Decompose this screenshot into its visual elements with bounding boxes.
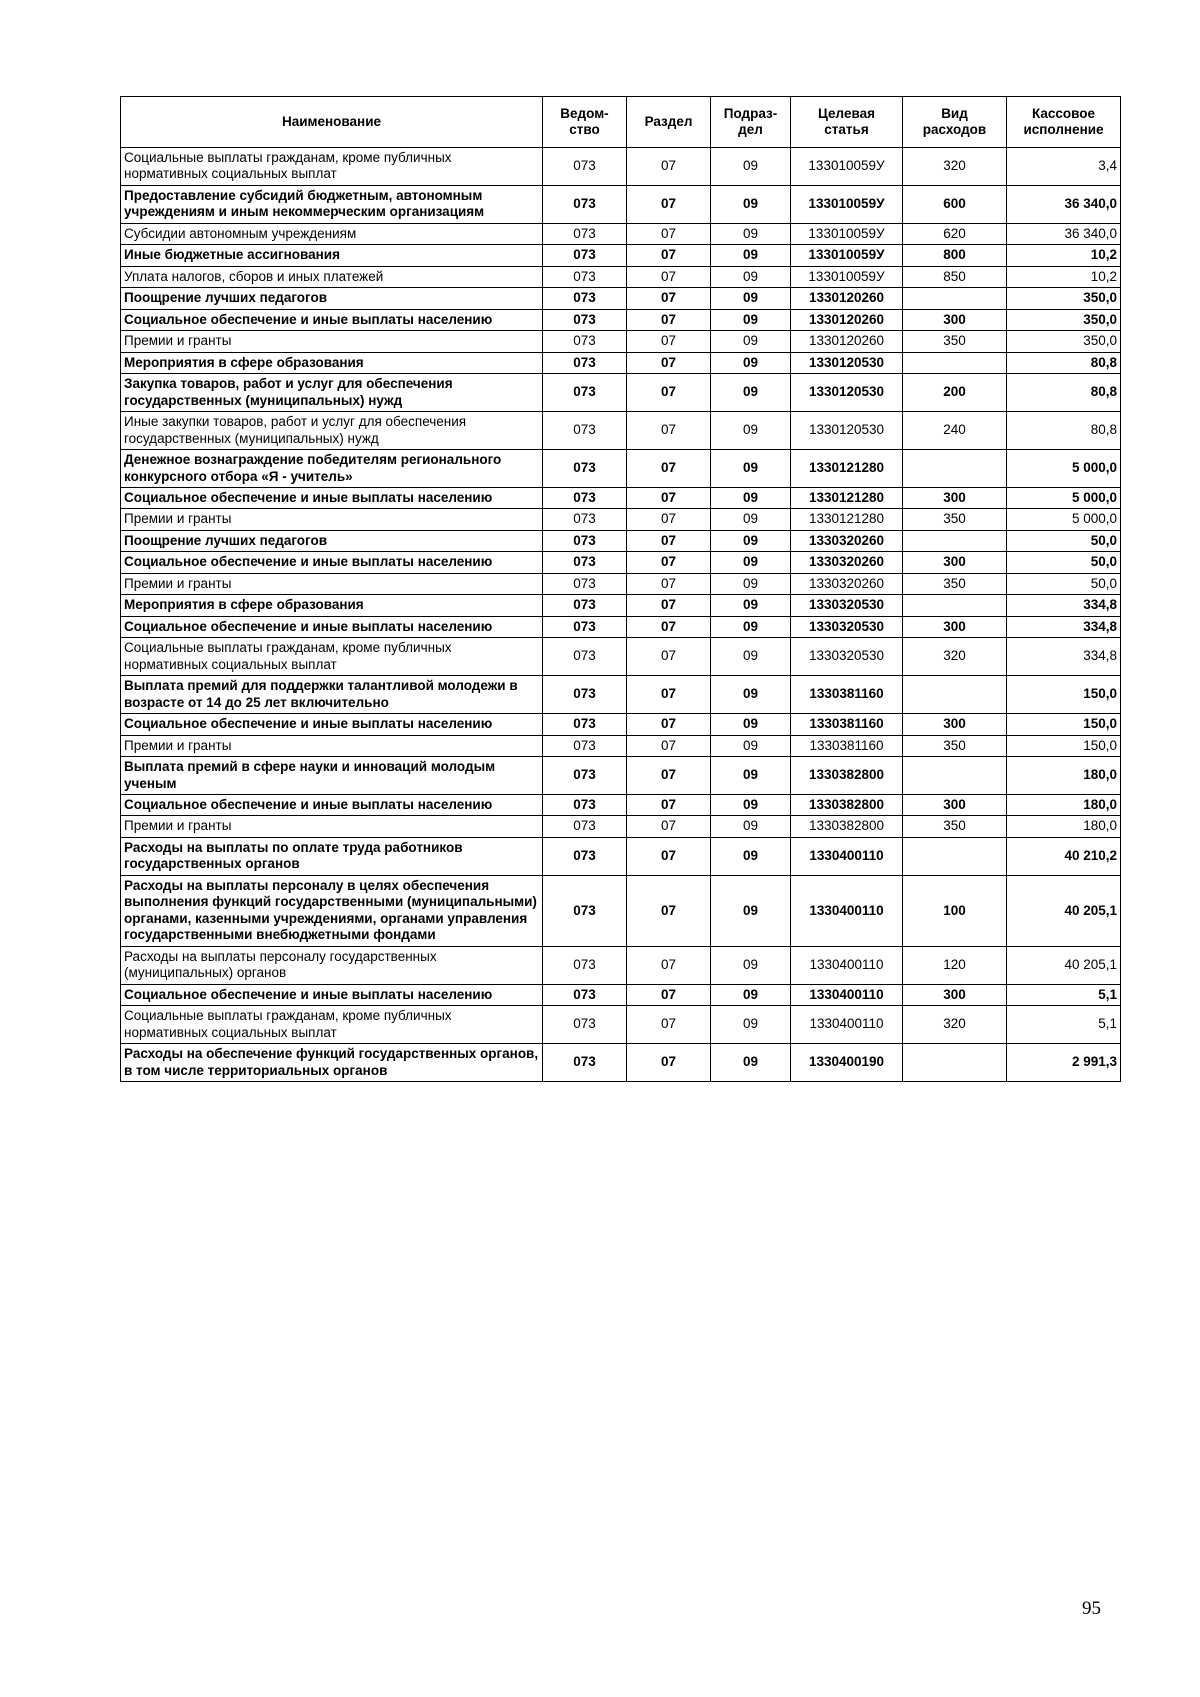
cell-type: 300 (903, 309, 1007, 330)
cell-name: Мероприятия в сфере образования (121, 595, 543, 616)
cell-amount: 150,0 (1007, 676, 1121, 714)
cell-target: 1330120530 (791, 352, 903, 373)
cell-name: Социальные выплаты гражданам, кроме публичных нормативных социальных выплат (121, 148, 543, 186)
cell-dept: 073 (543, 450, 627, 488)
cell-type (903, 352, 1007, 373)
cell-subsection: 09 (711, 757, 791, 795)
cell-target: 1330400190 (791, 1044, 903, 1082)
cell-subsection: 09 (711, 616, 791, 637)
header-type: Вид расходов (903, 97, 1007, 148)
cell-section: 07 (627, 487, 711, 508)
table-row (121, 509, 1121, 530)
cell-target: 1330382800 (791, 757, 903, 795)
cell-subsection: 09 (711, 223, 791, 244)
cell-amount: 36 340,0 (1007, 223, 1121, 244)
cell-dept: 073 (543, 757, 627, 795)
cell-name: Расходы на выплаты по оплате труда работников государственных органов (121, 837, 543, 875)
table-row (121, 374, 1121, 412)
header-subsection: Подраз- дел (711, 97, 791, 148)
cell-section: 07 (627, 552, 711, 573)
table-row (121, 616, 1121, 637)
cell-dept: 073 (543, 266, 627, 287)
table-row (121, 148, 1121, 186)
cell-section: 07 (627, 757, 711, 795)
cell-dept: 073 (543, 245, 627, 266)
table-row (121, 757, 1121, 795)
cell-subsection: 09 (711, 412, 791, 450)
cell-section: 07 (627, 148, 711, 186)
table-row (121, 288, 1121, 309)
cell-subsection: 09 (711, 816, 791, 837)
cell-section: 07 (627, 309, 711, 330)
cell-type: 120 (903, 946, 1007, 984)
cell-dept: 073 (543, 412, 627, 450)
cell-name: Социальные выплаты гражданам, кроме публичных нормативных социальных выплат (121, 1006, 543, 1044)
cell-amount: 180,0 (1007, 795, 1121, 816)
cell-subsection: 09 (711, 530, 791, 551)
cell-target: 1330320260 (791, 530, 903, 551)
cell-type: 350 (903, 573, 1007, 594)
cell-target: 133010059У (791, 223, 903, 244)
cell-subsection: 09 (711, 595, 791, 616)
cell-target: 1330320530 (791, 638, 903, 676)
cell-name: Социальные выплаты гражданам, кроме публичных нормативных социальных выплат (121, 638, 543, 676)
cell-type: 350 (903, 331, 1007, 352)
cell-name: Социальное обеспечение и иные выплаты населению (121, 487, 543, 508)
cell-section: 07 (627, 816, 711, 837)
cell-type: 350 (903, 509, 1007, 530)
cell-name: Предоставление субсидий бюджетным, автономным учреждениям и иным некоммерческим организациям (121, 185, 543, 223)
cell-type (903, 757, 1007, 795)
table-row (121, 450, 1121, 488)
cell-name: Мероприятия в сфере образования (121, 352, 543, 373)
cell-subsection: 09 (711, 946, 791, 984)
table-row (121, 595, 1121, 616)
cell-target: 1330400110 (791, 1006, 903, 1044)
cell-subsection: 09 (711, 331, 791, 352)
cell-section: 07 (627, 875, 711, 946)
cell-target: 1330400110 (791, 875, 903, 946)
cell-amount: 50,0 (1007, 552, 1121, 573)
cell-subsection: 09 (711, 148, 791, 186)
cell-amount: 80,8 (1007, 412, 1121, 450)
cell-amount: 150,0 (1007, 714, 1121, 735)
cell-dept: 073 (543, 595, 627, 616)
cell-dept: 073 (543, 552, 627, 573)
cell-amount: 2 991,3 (1007, 1044, 1121, 1082)
cell-subsection: 09 (711, 245, 791, 266)
cell-target: 1330121280 (791, 487, 903, 508)
cell-amount: 180,0 (1007, 757, 1121, 795)
cell-section: 07 (627, 374, 711, 412)
cell-subsection: 09 (711, 984, 791, 1005)
cell-section: 07 (627, 837, 711, 875)
cell-amount: 334,8 (1007, 595, 1121, 616)
cell-name: Денежное вознаграждение победителям регионального конкурсного отбора «Я - учитель» (121, 450, 543, 488)
cell-subsection: 09 (711, 714, 791, 735)
cell-dept: 073 (543, 714, 627, 735)
cell-name: Субсидии автономным учреждениям (121, 223, 543, 244)
table-body (121, 148, 1121, 1082)
cell-amount: 5 000,0 (1007, 509, 1121, 530)
table-row (121, 530, 1121, 551)
cell-dept: 073 (543, 946, 627, 984)
cell-section: 07 (627, 616, 711, 637)
cell-type: 620 (903, 223, 1007, 244)
cell-name: Премии и гранты (121, 573, 543, 594)
cell-amount: 180,0 (1007, 816, 1121, 837)
table-row (121, 816, 1121, 837)
cell-name: Социальное обеспечение и иные выплаты населению (121, 714, 543, 735)
cell-type: 350 (903, 735, 1007, 756)
cell-target: 133010059У (791, 185, 903, 223)
header-section: Раздел (627, 97, 711, 148)
cell-type: 850 (903, 266, 1007, 287)
cell-section: 07 (627, 266, 711, 287)
cell-name: Закупка товаров, работ и услуг для обеспечения государственных (муниципальных) нужд (121, 374, 543, 412)
cell-type: 200 (903, 374, 1007, 412)
cell-name: Социальное обеспечение и иные выплаты населению (121, 309, 543, 330)
cell-name: Социальное обеспечение и иные выплаты населению (121, 616, 543, 637)
header-dept: Ведом- ство (543, 97, 627, 148)
table-row (121, 223, 1121, 244)
cell-subsection: 09 (711, 185, 791, 223)
cell-amount: 80,8 (1007, 374, 1121, 412)
cell-subsection: 09 (711, 795, 791, 816)
cell-subsection: 09 (711, 837, 791, 875)
cell-section: 07 (627, 676, 711, 714)
cell-amount: 40 210,2 (1007, 837, 1121, 875)
cell-type: 600 (903, 185, 1007, 223)
cell-subsection: 09 (711, 552, 791, 573)
cell-name: Расходы на обеспечение функций государственных органов, в том числе территориальных органов (121, 1044, 543, 1082)
cell-amount: 334,8 (1007, 638, 1121, 676)
cell-target: 1330400110 (791, 984, 903, 1005)
cell-dept: 073 (543, 530, 627, 551)
cell-section: 07 (627, 1044, 711, 1082)
cell-dept: 073 (543, 185, 627, 223)
cell-target: 1330120260 (791, 309, 903, 330)
cell-section: 07 (627, 573, 711, 594)
cell-type: 300 (903, 795, 1007, 816)
cell-subsection: 09 (711, 509, 791, 530)
table-row (121, 352, 1121, 373)
cell-dept: 073 (543, 331, 627, 352)
cell-name: Поощрение лучших педагогов (121, 288, 543, 309)
budget-table (120, 96, 1121, 1082)
cell-target: 1330381160 (791, 714, 903, 735)
cell-subsection: 09 (711, 288, 791, 309)
table-row (121, 735, 1121, 756)
cell-type: 320 (903, 638, 1007, 676)
table-row (121, 331, 1121, 352)
cell-name: Социальное обеспечение и иные выплаты населению (121, 552, 543, 573)
cell-amount: 10,2 (1007, 266, 1121, 287)
cell-section: 07 (627, 714, 711, 735)
header-target: Целевая статья (791, 97, 903, 148)
cell-dept: 073 (543, 837, 627, 875)
cell-amount: 5,1 (1007, 984, 1121, 1005)
header-row (121, 97, 1121, 148)
cell-name: Социальное обеспечение и иные выплаты населению (121, 984, 543, 1005)
cell-subsection: 09 (711, 1006, 791, 1044)
table-row (121, 638, 1121, 676)
cell-name: Премии и гранты (121, 816, 543, 837)
table-row (121, 245, 1121, 266)
cell-target: 1330121280 (791, 509, 903, 530)
cell-section: 07 (627, 331, 711, 352)
cell-name: Иные закупки товаров, работ и услуг для обеспечения государственных (муниципальных) нужд (121, 412, 543, 450)
cell-dept: 073 (543, 509, 627, 530)
cell-name: Выплата премий для поддержки талантливой молодежи в возрасте от 14 до 25 лет включительно (121, 676, 543, 714)
cell-target: 133010059У (791, 148, 903, 186)
cell-amount: 50,0 (1007, 573, 1121, 594)
cell-type (903, 450, 1007, 488)
cell-section: 07 (627, 946, 711, 984)
cell-dept: 073 (543, 487, 627, 508)
cell-target: 1330381160 (791, 676, 903, 714)
cell-amount: 10,2 (1007, 245, 1121, 266)
header-name: Наименование (121, 97, 543, 148)
cell-type: 300 (903, 984, 1007, 1005)
cell-subsection: 09 (711, 450, 791, 488)
cell-target: 1330381160 (791, 735, 903, 756)
table-row (121, 795, 1121, 816)
cell-type: 300 (903, 616, 1007, 637)
cell-section: 07 (627, 984, 711, 1005)
cell-type: 320 (903, 1006, 1007, 1044)
cell-section: 07 (627, 223, 711, 244)
cell-section: 07 (627, 530, 711, 551)
cell-type (903, 595, 1007, 616)
cell-type: 300 (903, 714, 1007, 735)
table-row (121, 676, 1121, 714)
cell-target: 1330320530 (791, 595, 903, 616)
cell-name: Расходы на выплаты персоналу в целях обеспечения выполнения функций государственными (муниципальными) органами, казенными учреждениями, органами управления государственными внебюджетными фондами (121, 875, 543, 946)
cell-subsection: 09 (711, 638, 791, 676)
cell-type (903, 1044, 1007, 1082)
cell-type (903, 288, 1007, 309)
table-header (121, 97, 1121, 148)
cell-dept: 073 (543, 1044, 627, 1082)
table-row (121, 875, 1121, 946)
cell-dept: 073 (543, 573, 627, 594)
table-row (121, 714, 1121, 735)
cell-subsection: 09 (711, 735, 791, 756)
table-row (121, 552, 1121, 573)
cell-name: Поощрение лучших педагогов (121, 530, 543, 551)
table-row (121, 573, 1121, 594)
cell-type: 800 (903, 245, 1007, 266)
cell-dept: 073 (543, 795, 627, 816)
cell-subsection: 09 (711, 487, 791, 508)
cell-target: 133010059У (791, 266, 903, 287)
cell-section: 07 (627, 185, 711, 223)
cell-section: 07 (627, 638, 711, 676)
cell-section: 07 (627, 450, 711, 488)
table-row (121, 1006, 1121, 1044)
cell-name: Премии и гранты (121, 735, 543, 756)
cell-dept: 073 (543, 223, 627, 244)
cell-dept: 073 (543, 148, 627, 186)
cell-subsection: 09 (711, 352, 791, 373)
cell-subsection: 09 (711, 309, 791, 330)
cell-type: 320 (903, 148, 1007, 186)
cell-dept: 073 (543, 374, 627, 412)
cell-section: 07 (627, 735, 711, 756)
cell-amount: 150,0 (1007, 735, 1121, 756)
cell-type: 240 (903, 412, 1007, 450)
cell-name: Уплата налогов, сборов и иных платежей (121, 266, 543, 287)
cell-amount: 350,0 (1007, 309, 1121, 330)
cell-target: 1330382800 (791, 795, 903, 816)
cell-name: Премии и гранты (121, 509, 543, 530)
cell-name: Иные бюджетные ассигнования (121, 245, 543, 266)
cell-section: 07 (627, 1006, 711, 1044)
cell-dept: 073 (543, 1006, 627, 1044)
cell-name: Расходы на выплаты персоналу государственных (муниципальных) органов (121, 946, 543, 984)
cell-dept: 073 (543, 616, 627, 637)
cell-dept: 073 (543, 288, 627, 309)
cell-amount: 50,0 (1007, 530, 1121, 551)
table-row (121, 946, 1121, 984)
cell-amount: 40 205,1 (1007, 946, 1121, 984)
cell-subsection: 09 (711, 1044, 791, 1082)
cell-target: 1330120260 (791, 331, 903, 352)
cell-dept: 073 (543, 735, 627, 756)
cell-amount: 5 000,0 (1007, 487, 1121, 508)
cell-amount: 350,0 (1007, 331, 1121, 352)
cell-type: 300 (903, 552, 1007, 573)
cell-section: 07 (627, 245, 711, 266)
cell-section: 07 (627, 352, 711, 373)
cell-dept: 073 (543, 352, 627, 373)
table-row (121, 837, 1121, 875)
cell-amount: 36 340,0 (1007, 185, 1121, 223)
cell-amount: 3,4 (1007, 148, 1121, 186)
cell-type (903, 676, 1007, 714)
cell-target: 1330400110 (791, 946, 903, 984)
cell-amount: 40 205,1 (1007, 875, 1121, 946)
cell-type: 350 (903, 816, 1007, 837)
cell-section: 07 (627, 509, 711, 530)
table-row (121, 412, 1121, 450)
cell-type: 300 (903, 487, 1007, 508)
page-number: 95 (1082, 1598, 1101, 1619)
table-row (121, 1044, 1121, 1082)
cell-section: 07 (627, 795, 711, 816)
cell-name: Премии и гранты (121, 331, 543, 352)
cell-target: 1330382800 (791, 816, 903, 837)
cell-dept: 073 (543, 984, 627, 1005)
table-row (121, 487, 1121, 508)
cell-target: 1330400110 (791, 837, 903, 875)
cell-type (903, 837, 1007, 875)
cell-amount: 5 000,0 (1007, 450, 1121, 488)
table-row (121, 984, 1121, 1005)
cell-subsection: 09 (711, 676, 791, 714)
cell-amount: 5,1 (1007, 1006, 1121, 1044)
table-row (121, 185, 1121, 223)
cell-section: 07 (627, 412, 711, 450)
cell-section: 07 (627, 595, 711, 616)
table-row (121, 266, 1121, 287)
table-row (121, 309, 1121, 330)
cell-amount: 350,0 (1007, 288, 1121, 309)
cell-type (903, 530, 1007, 551)
cell-subsection: 09 (711, 266, 791, 287)
header-amount: Кассовое исполнение (1007, 97, 1121, 148)
cell-target: 133010059У (791, 245, 903, 266)
cell-dept: 073 (543, 638, 627, 676)
cell-dept: 073 (543, 309, 627, 330)
cell-target: 1330320530 (791, 616, 903, 637)
cell-subsection: 09 (711, 374, 791, 412)
cell-subsection: 09 (711, 875, 791, 946)
cell-target: 1330320260 (791, 552, 903, 573)
cell-target: 1330121280 (791, 450, 903, 488)
cell-dept: 073 (543, 875, 627, 946)
cell-target: 1330120530 (791, 412, 903, 450)
cell-type: 100 (903, 875, 1007, 946)
cell-subsection: 09 (711, 573, 791, 594)
cell-name: Социальное обеспечение и иные выплаты населению (121, 795, 543, 816)
cell-target: 1330120530 (791, 374, 903, 412)
cell-amount: 334,8 (1007, 616, 1121, 637)
cell-target: 1330320260 (791, 573, 903, 594)
cell-dept: 073 (543, 676, 627, 714)
cell-amount: 80,8 (1007, 352, 1121, 373)
cell-target: 1330120260 (791, 288, 903, 309)
cell-dept: 073 (543, 816, 627, 837)
cell-section: 07 (627, 288, 711, 309)
cell-name: Выплата премий в сфере науки и инноваций молодым ученым (121, 757, 543, 795)
